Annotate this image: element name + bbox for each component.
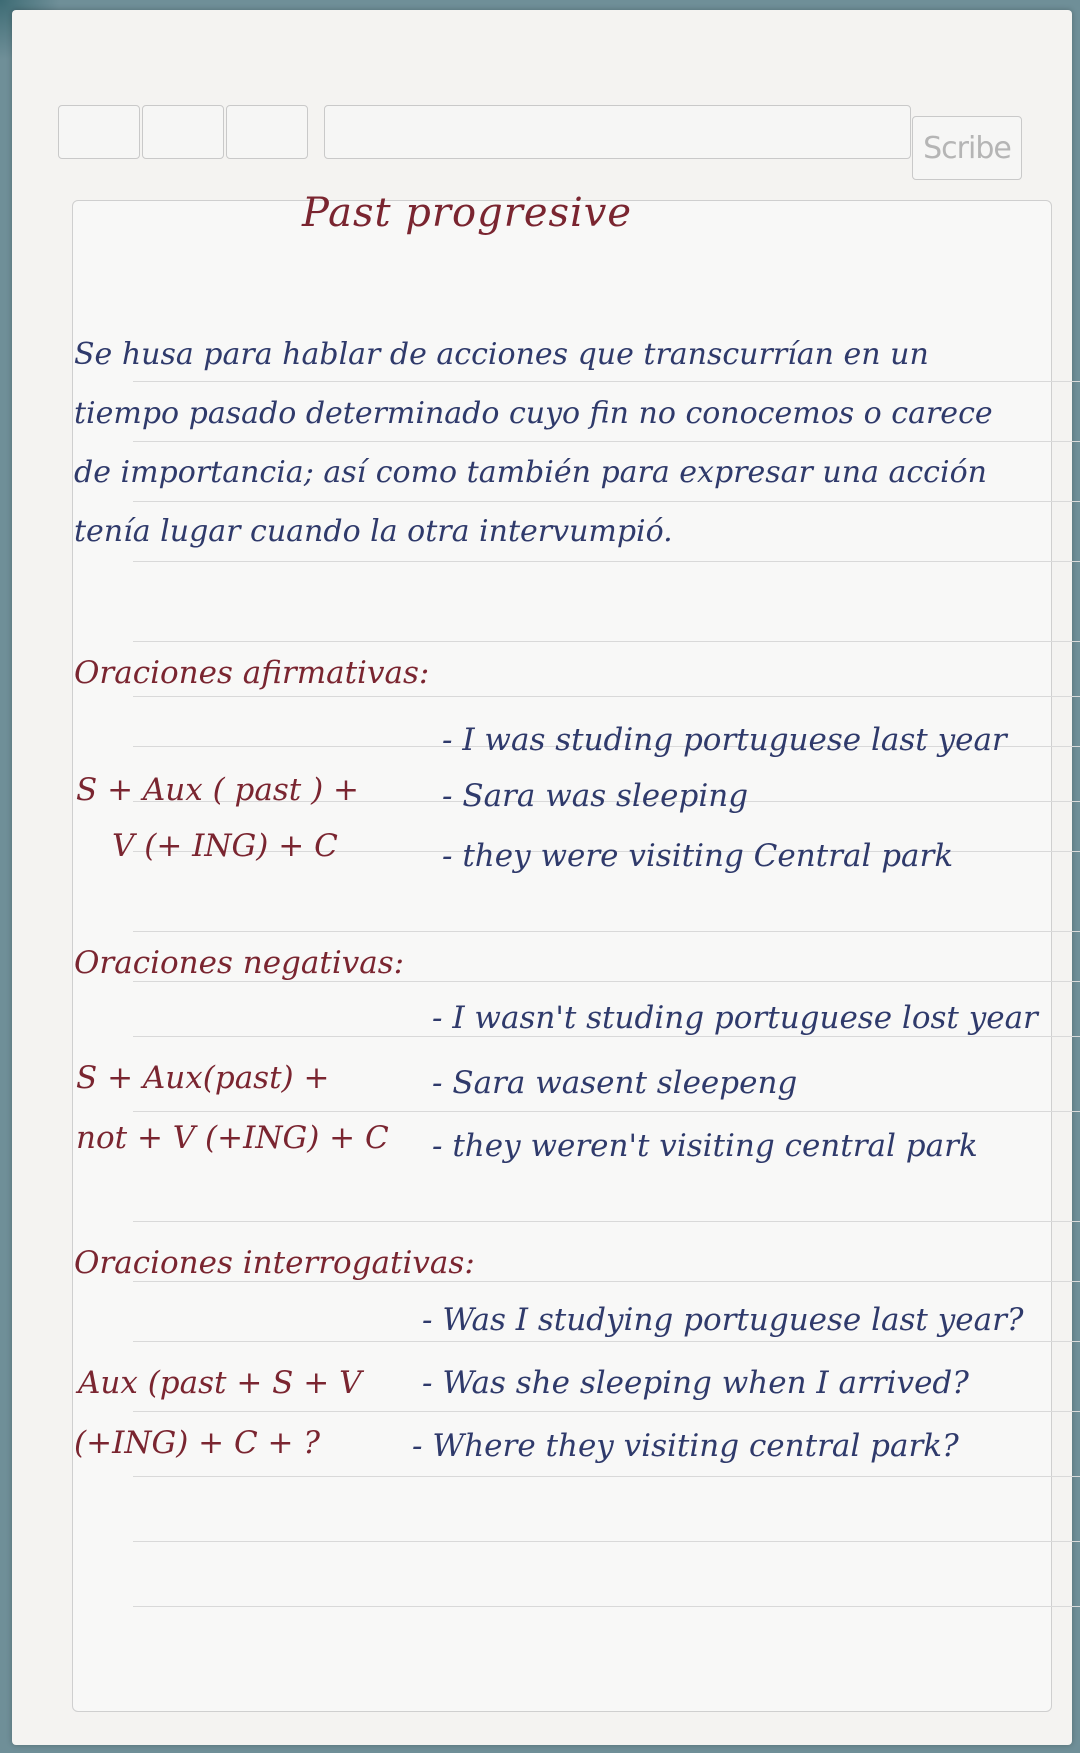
formula-line: Aux (past + S + V	[78, 1365, 362, 1401]
intro-paragraph: Se husa para hablar de acciones que transcurrían en un tiempo pasado determinado cuyo fin no conocemos o carece de importancia; así como también para expresar una acción tenía lugar cuando la otra intervumpió.	[74, 337, 993, 549]
notebook-page	[12, 10, 1072, 1745]
example-sentence: - Was she sleeping when I arrived?	[422, 1365, 969, 1401]
example-sentence: - Was I studying portuguese last year?	[422, 1302, 1024, 1338]
header-field-2	[142, 105, 224, 159]
example-sentence: - I was studing portuguese last year	[442, 722, 1007, 758]
rule-line	[133, 696, 1080, 697]
rule-line	[133, 1036, 1080, 1037]
example-sentence: - they weren't visiting central park	[432, 1128, 978, 1164]
rule-line	[133, 1341, 1080, 1342]
example-sentence: - I wasn't studing portuguese lost year	[432, 1000, 1038, 1036]
rule-line	[133, 1281, 1080, 1282]
example-sentence: - Where they visiting central park?	[412, 1428, 959, 1464]
rule-line	[133, 1221, 1080, 1222]
header-field-1	[58, 105, 140, 159]
rule-line	[133, 641, 1080, 642]
formula-line: V (+ ING) + C	[112, 828, 338, 864]
formula-line: S + Aux(past) +	[76, 1060, 330, 1096]
rule-line	[133, 1541, 1080, 1542]
rule-line	[133, 931, 1080, 932]
brand-logo: Scribe	[912, 116, 1022, 180]
rule-line	[133, 1111, 1080, 1112]
formula-line: S + Aux ( past ) +	[76, 772, 360, 808]
rule-line	[133, 981, 1080, 982]
rule-line	[133, 561, 1080, 562]
example-sentence: - they were visiting Central park	[442, 838, 954, 874]
example-sentence: - Sara was sleeping	[442, 778, 749, 814]
rule-line	[133, 1606, 1080, 1607]
formula-line: not + V (+ING) + C	[76, 1120, 389, 1156]
header-field-4	[324, 105, 911, 159]
example-sentence: - Sara wasent sleepeng	[432, 1065, 798, 1101]
section-heading-interrogative: Oraciones interrogativas:	[74, 1245, 475, 1281]
rule-line	[133, 1411, 1080, 1412]
section-heading-affirmative: Oraciones afirmativas:	[74, 655, 430, 691]
formula-line: (+ING) + C + ?	[74, 1425, 321, 1461]
section-heading-negative: Oraciones negativas:	[74, 945, 405, 981]
rule-line	[133, 1476, 1080, 1477]
header-field-3	[226, 105, 308, 159]
page-title: Past progresive	[302, 190, 633, 236]
